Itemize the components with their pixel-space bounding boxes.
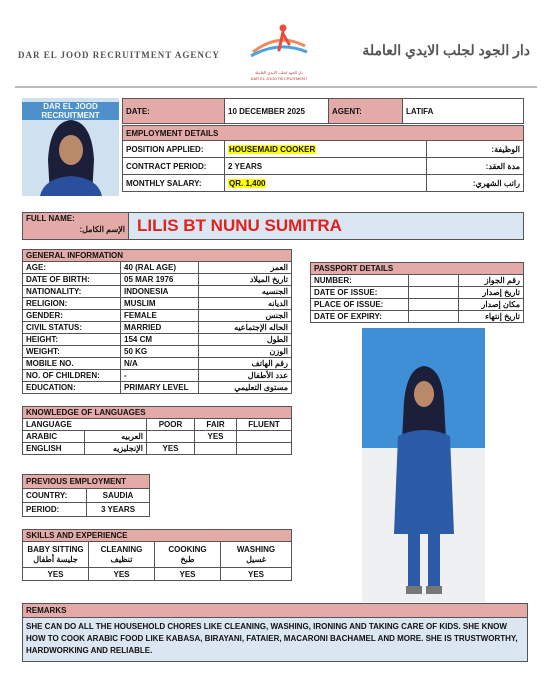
full-name-row (22, 212, 524, 240)
skill-name-arabic: تنظيف (110, 554, 133, 564)
date-value: 10 DECEMBER 2025 (225, 99, 329, 124)
general-info-value: FEMALE (121, 310, 199, 322)
general-info-row (23, 298, 292, 310)
full-name-label: FULL NAME: (26, 214, 75, 223)
language-fluent (237, 443, 292, 455)
general-info-label-arabic: رقم الهاتف (199, 358, 292, 370)
skill-name: BABY SITTING (27, 544, 84, 554)
general-info-label-arabic: الوزن (199, 346, 292, 358)
skill-header-cell (23, 542, 89, 568)
passport-value (409, 299, 459, 311)
general-info-label-arabic: الديانه (199, 298, 292, 310)
general-info-label-arabic: الجنسيه (199, 286, 292, 298)
language-name-arabic: العربيه (85, 431, 147, 443)
passport-value (409, 275, 459, 287)
passport-details-title: PASSPORT DETAILS (311, 263, 524, 275)
passport-label-arabic: رقم الجواز (459, 275, 524, 287)
general-info-label-arabic: الطول (199, 334, 292, 346)
general-info-label: WEIGHT: (23, 346, 121, 358)
passport-row (311, 275, 524, 287)
general-info-label: HEIGHT: (23, 334, 121, 346)
passport-label-arabic: تاريخ إصدار (459, 287, 524, 299)
contract-value: 2 YEARS (225, 158, 427, 175)
passport-label: PLACE OF ISSUE: (311, 299, 409, 311)
language-name-arabic: الإنجليزيه (85, 443, 147, 455)
passport-details-table (310, 262, 524, 323)
general-info-label: MOBILE NO. (23, 358, 121, 370)
general-info-label: RELIGION: (23, 298, 121, 310)
general-info-label: NO. OF CHILDREN: (23, 370, 121, 382)
general-info-label: NATIONALITY: (23, 286, 121, 298)
agent-value: LATIFA (403, 99, 524, 124)
language-row (23, 443, 292, 455)
language-fair: YES (195, 431, 237, 443)
previous-period-value: 3 YEARS (87, 503, 150, 517)
languages-header-fair: FAIR (195, 419, 237, 431)
header-divider (15, 86, 537, 88)
general-info-value: 40 (RAL AGE) (121, 262, 199, 274)
logo-text-arabic: دار الجود لجلب الايدي العاملة (255, 70, 303, 75)
skills-table (22, 529, 292, 581)
general-info-label: AGE: (23, 262, 121, 274)
skills-title: SKILLS AND EXPERIENCE (23, 530, 292, 542)
salary-label: MONTHLY SALARY: (123, 175, 225, 192)
passport-label-arabic: تاريخ إنتهاء (459, 311, 524, 323)
language-fair (195, 443, 237, 455)
agency-logo (243, 22, 315, 84)
skill-name: WASHING (236, 544, 276, 554)
general-info-label: GENDER: (23, 310, 121, 322)
skill-value: YES (155, 568, 221, 581)
languages-header-poor: POOR (147, 419, 195, 431)
language-poor (147, 431, 195, 443)
agent-label: AGENT: (329, 99, 403, 124)
languages-title: KNOWLEDGE OF LANGUAGES (23, 407, 292, 419)
skill-header-cell (89, 542, 155, 568)
general-info-label: EDUCATION: (23, 382, 121, 394)
general-info-value: MARRIED (121, 322, 199, 334)
passport-row (311, 299, 524, 311)
general-info-row (23, 358, 292, 370)
general-info-label-arabic: الحاله الإجتماعيه (199, 322, 292, 334)
previous-period-label: PERIOD: (23, 503, 87, 517)
applicant-photo-small (22, 98, 119, 196)
skill-name: COOKING (168, 544, 207, 554)
agency-name-english: DAR EL JOOD RECRUITMENT AGENCY (18, 50, 220, 60)
salary-value: QR. 1,400 (229, 178, 266, 188)
skill-name-arabic: جليسة أطفال (33, 554, 78, 564)
photo-banner-text: DAR EL JOOD RECRUITMENT (22, 102, 119, 120)
remarks-text: SHE CAN DO ALL THE HOUSEHOLD CHORES LIKE CLEANING, WASHING, IRONING AND TAKING CARE OF KIDS. SHE KNOW HOW TO COOK ARABIC FOOD LIKE KABASA, BIRAYANI, FATAIER, MACARONI BACHAMEL AND MORE. SHE IS TRUSTWORTHY, HARDWORKING AND RELIABLE. (23, 618, 527, 661)
person-full-body-icon (362, 328, 485, 602)
general-info-value: PRIMARY LEVEL (121, 382, 199, 394)
skill-name-arabic: طبخ (180, 554, 195, 564)
passport-label: DATE OF EXPIRY: (311, 311, 409, 323)
logo-mark-icon (243, 22, 315, 68)
remarks-section (22, 603, 528, 662)
general-info-value: MUSLIM (121, 298, 199, 310)
general-info-value: 05 MAR 1976 (121, 274, 199, 286)
language-fluent (237, 431, 292, 443)
general-info-label: CIVIL STATUS: (23, 322, 121, 334)
applicant-photo-large (362, 328, 485, 602)
passport-value (409, 287, 459, 299)
passport-label-arabic: مكان إصدار (459, 299, 524, 311)
general-info-row (23, 382, 292, 394)
general-info-label-arabic: عدد الأطفال (199, 370, 292, 382)
remarks-title: REMARKS (23, 604, 527, 618)
general-info-row (23, 286, 292, 298)
salary-label-arabic: راتب الشهري: (427, 175, 524, 192)
position-value: HOUSEMAID COOKER (229, 144, 316, 154)
passport-label: DATE OF ISSUE: (311, 287, 409, 299)
logo-text-english: DAR EL JOOD RECRUITMENT (250, 76, 308, 81)
contract-label-arabic: مدة العقد: (427, 158, 524, 175)
top-info-table (122, 98, 524, 124)
full-name-value: LILIS BT NUNU SUMITRA (137, 216, 342, 235)
previous-employment-table (22, 474, 150, 517)
agency-name-arabic: دار الجود لجلب الايدي العاملة (362, 42, 530, 58)
general-info-label-arabic: تاريخ الميلاد (199, 274, 292, 286)
general-info-value: 154 CM (121, 334, 199, 346)
general-info-row (23, 262, 292, 274)
employment-details-title: EMPLOYMENT DETAILS (123, 126, 524, 141)
skills-values-row (23, 568, 292, 581)
general-info-value: 50 KG (121, 346, 199, 358)
general-info-label: DATE OF BIRTH: (23, 274, 121, 286)
general-info-label-arabic: مستوى التعليمي (199, 382, 292, 394)
skill-value: YES (23, 568, 89, 581)
general-information-table (22, 249, 292, 394)
general-info-value: N/A (121, 358, 199, 370)
passport-row (311, 311, 524, 323)
skills-header-row (23, 542, 292, 568)
passport-row (311, 287, 524, 299)
position-label-arabic: الوظيفة: (427, 141, 524, 158)
languages-table (22, 406, 292, 455)
skill-header-cell (221, 542, 292, 568)
language-name: ENGLISH (23, 443, 85, 455)
language-name: ARABIC (23, 431, 85, 443)
skill-value: YES (221, 568, 292, 581)
previous-country-label: COUNTRY: (23, 489, 87, 503)
previous-country-value: SAUDIA (87, 489, 150, 503)
skill-name-arabic: غسيل (246, 554, 266, 564)
general-info-row (23, 322, 292, 334)
full-name-label-arabic: الإسم الكامل: (79, 225, 125, 234)
date-label: DATE: (123, 99, 225, 124)
general-information-title: GENERAL INFORMATION (23, 250, 292, 262)
employment-details-table (122, 125, 524, 192)
skill-name: CLEANING (100, 544, 143, 554)
person-silhouette-icon (22, 98, 119, 196)
general-info-row (23, 370, 292, 382)
general-info-label-arabic: العمر (199, 262, 292, 274)
general-info-value: INDONESIA (121, 286, 199, 298)
language-row (23, 431, 292, 443)
skill-value: YES (89, 568, 155, 581)
language-poor: YES (147, 443, 195, 455)
languages-header-fluent: FLUENT (237, 419, 292, 431)
contract-label: CONTRACT PERIOD: (123, 158, 225, 175)
passport-value (409, 311, 459, 323)
general-info-row (23, 346, 292, 358)
full-name-label-cell (23, 213, 129, 239)
general-info-row (23, 274, 292, 286)
general-info-row (23, 334, 292, 346)
general-info-row (23, 310, 292, 322)
position-label: POSITION APPLIED: (123, 141, 225, 158)
previous-employment-title: PREVIOUS EMPLOYMENT (23, 475, 150, 489)
passport-label: NUMBER: (311, 275, 409, 287)
general-info-value: - (121, 370, 199, 382)
languages-header-language: LANGUAGE (23, 419, 147, 431)
skill-header-cell (155, 542, 221, 568)
general-info-label-arabic: الجنس (199, 310, 292, 322)
